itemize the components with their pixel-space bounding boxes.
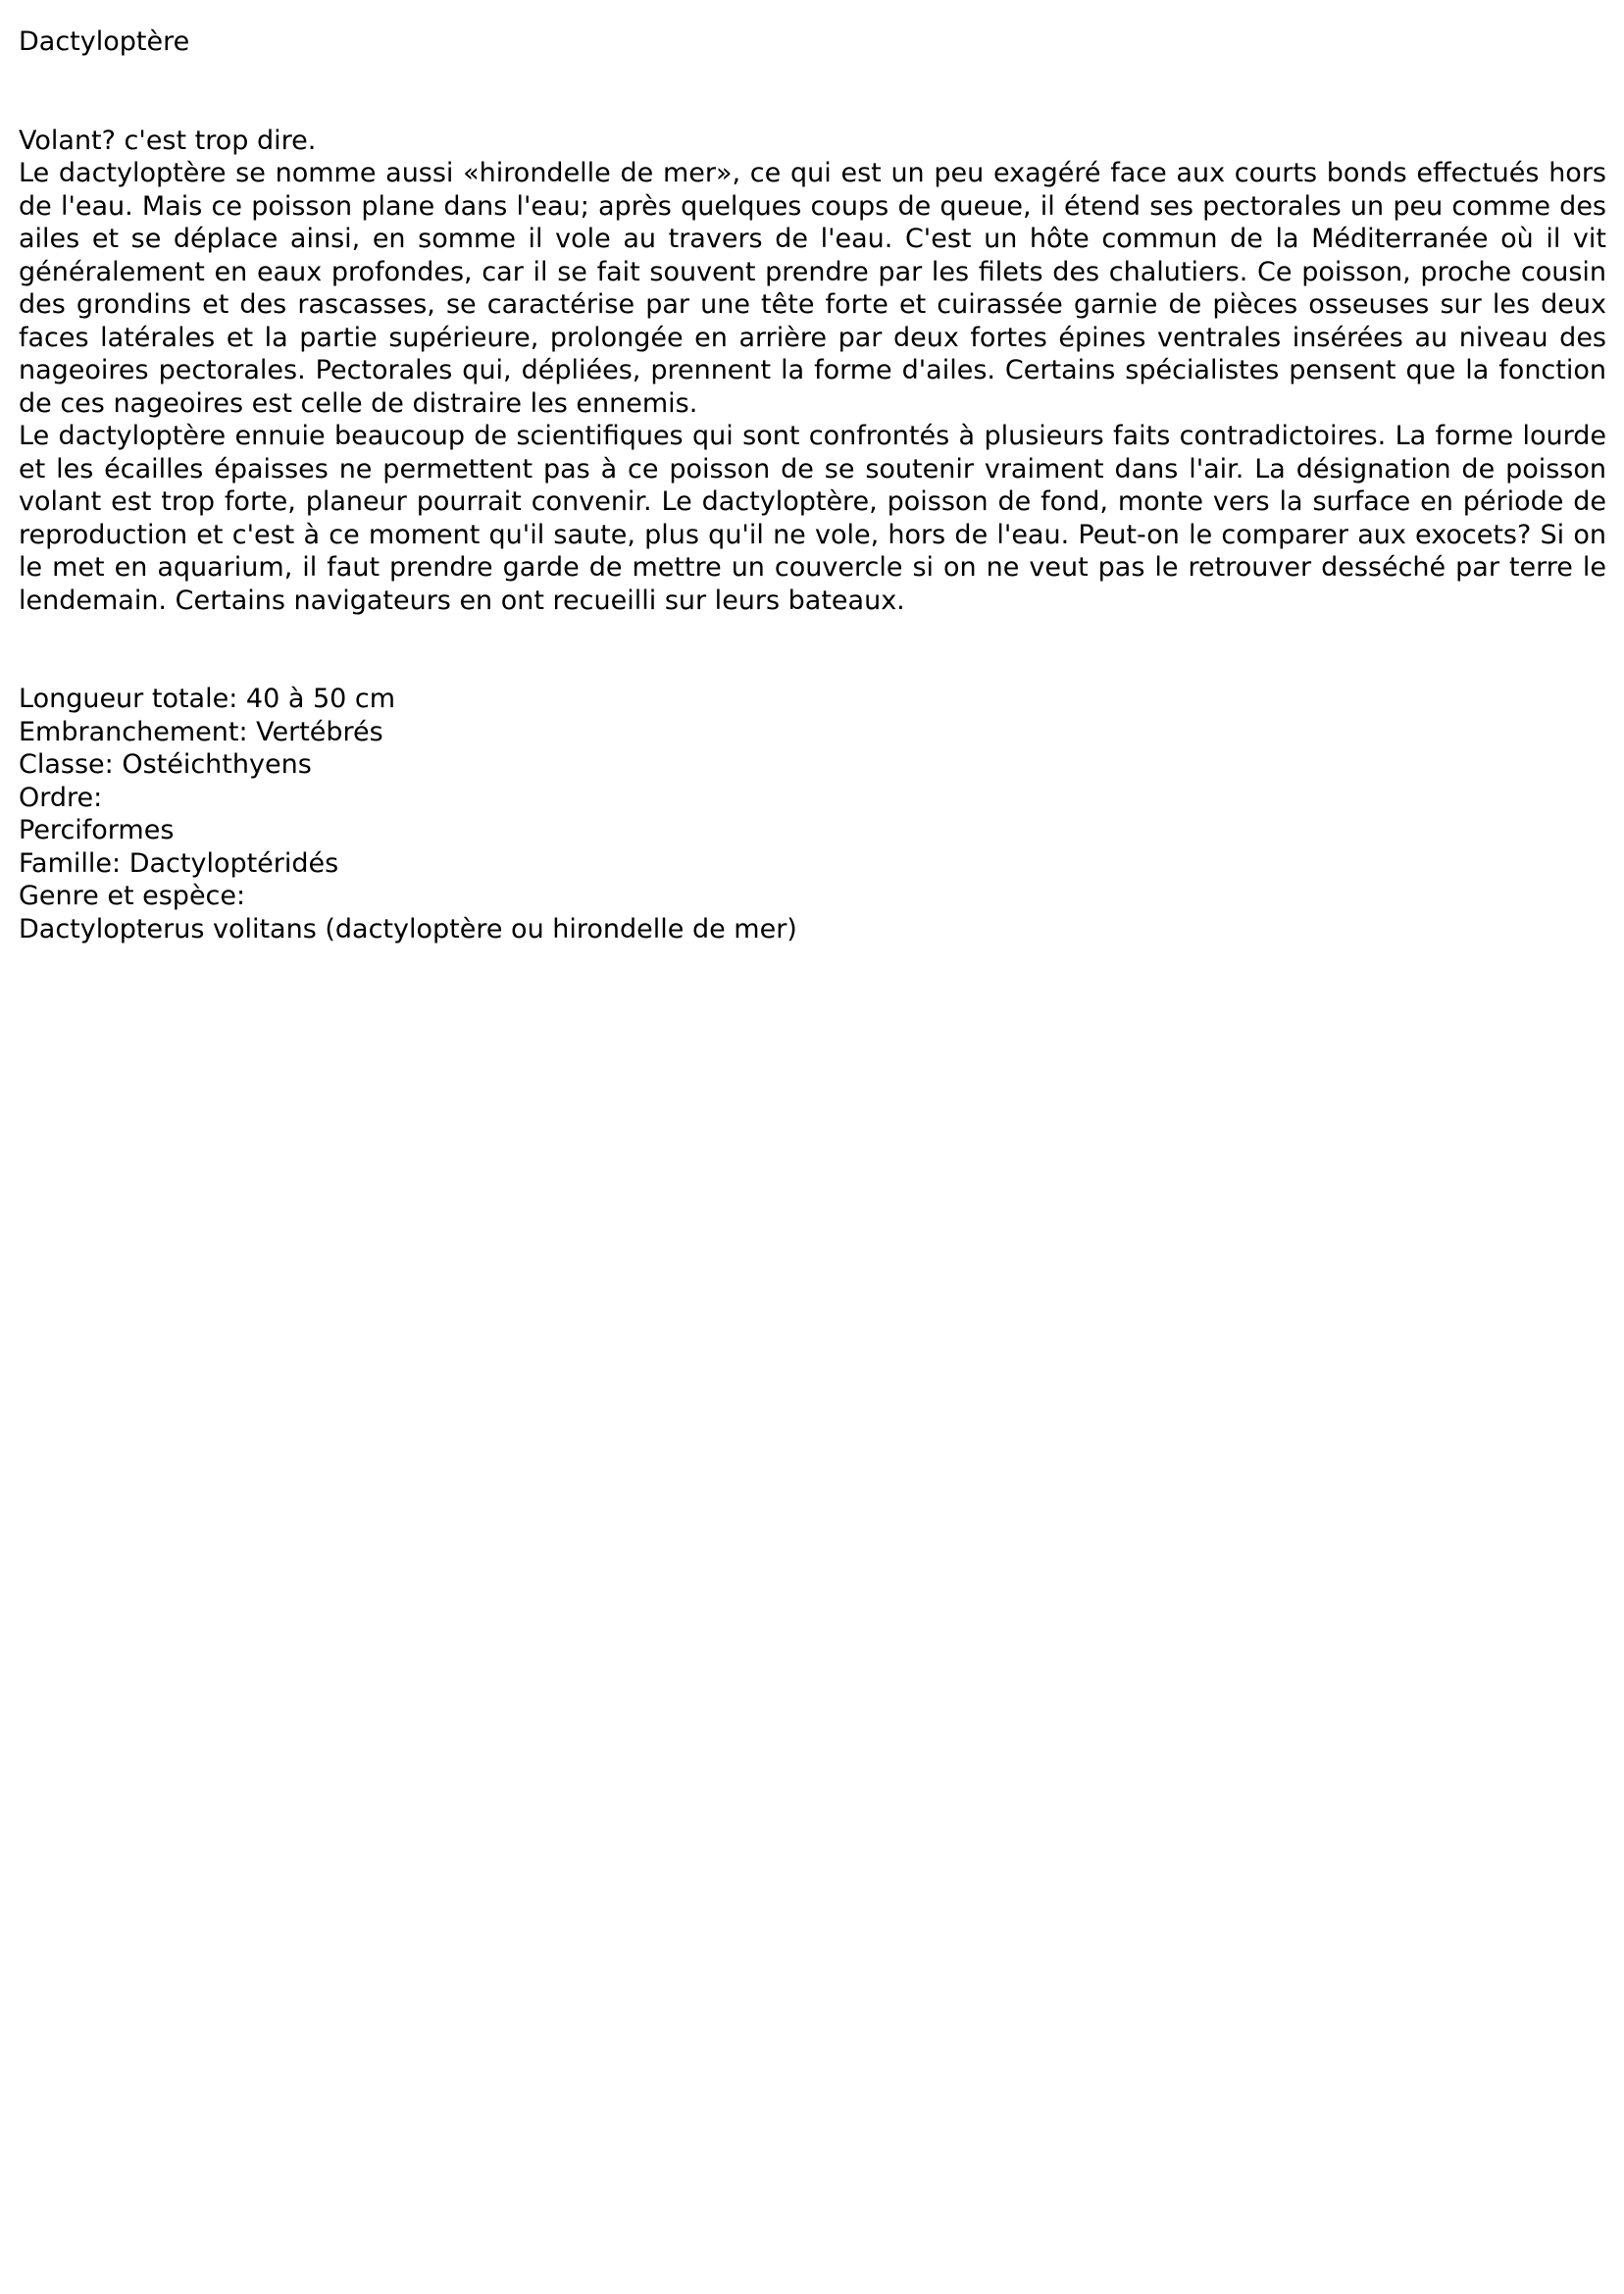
facts-list	[19, 683, 1606, 945]
fact-phylum: Embranchement: Vertébrés	[19, 716, 383, 747]
fact-order-label: Ordre:	[19, 782, 103, 813]
fact-family: Famille: Dactyloptéridés	[19, 847, 339, 879]
paragraph-description: Le dactyloptère se nomme aussi «hirondelle de mer», ce qui est un peu exagéré face aux courts bonds effectués hors de l'eau. Mais ce poisson plane dans l'eau; après quelques coups de queue, il étend ses pectorales un peu comme des ailes et se déplace ainsi, en somme il vole au travers de l'eau. C'est un hôte commun de la Méditerranée où il vit généralement en eaux profondes, car il se fait souvent prendre par les filets des chalutiers. Ce poisson, proche cousin des grondins et des rascasses, se caractérise par une tête forte et cuirassée garnie de pièces osseuses sur les deux faces latérales et la partie supérieure, prolongée en arrière par deux fortes épines ventrales insérées au niveau des nageoires pectorales. Pectorales qui, dépliées, prennent la forme d'ailes. Certains spécialistes pensent que la fonction de ces nageoires est celle de distraire les ennemis.	[19, 158, 1606, 419]
fact-length: Longueur totale: 40 à 50 cm	[19, 684, 396, 714]
fact-order-value: Perciformes	[19, 815, 175, 845]
document-body	[19, 125, 1606, 618]
fact-species-value: Dactylopterus volitans (dactyloptère ou hirondelle de mer)	[19, 913, 797, 944]
fact-class: Classe: Ostéichthyens	[19, 749, 312, 780]
paragraph-controversy: Le dactyloptère ennuie beaucoup de scientifiques qui sont confrontés à plusieurs faits contradictoires. La forme lourde et les écailles épaisses ne permettent pas à ce poisson de se soutenir vraiment dans l'air. La désignation de poisson volant est trop forte, planeur pourrait convenir. Le dactyloptère, poisson de fond, monte vers la surface en période de reproduction et c'est à ce moment qu'il saute, plus qu'il ne vole, hors de l'eau. Peut-on le comparer aux exocets? Si on le met en aquarium, il faut prendre garde de mettre un couvercle si on ne veut pas le retrouver desséché par terre le lendemain. Certains navigateurs en ont recueilli sur leurs bateaux.	[19, 421, 1606, 616]
document-title: Dactyloptère	[19, 26, 190, 57]
tagline: Volant? c'est trop dire.	[19, 125, 317, 156]
fact-species-label: Genre et espèce:	[19, 881, 246, 911]
document-page	[19, 25, 1606, 945]
